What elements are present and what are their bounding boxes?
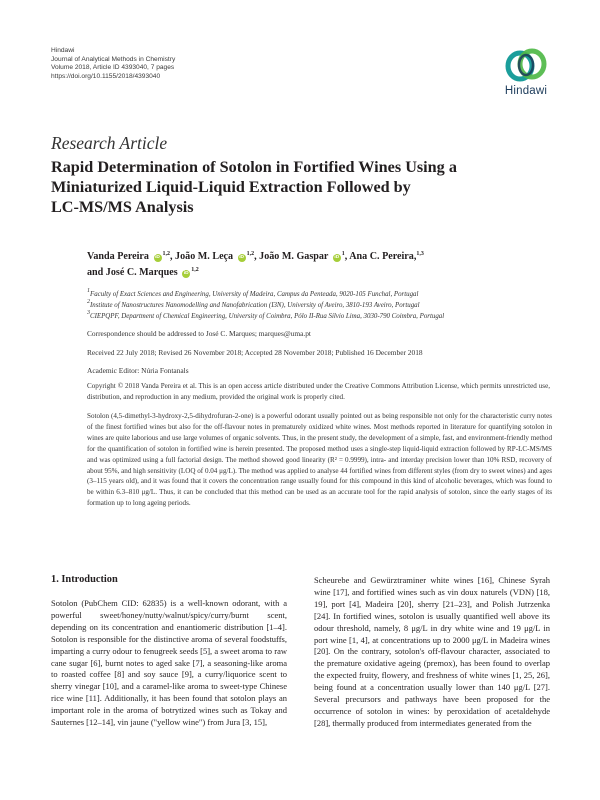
publisher-name: Hindawi <box>51 47 75 54</box>
hindawi-logo <box>497 44 555 97</box>
author: and José C. Marques iD$^{1,2}$ <box>87 266 199 278</box>
affiliation: $^2$Institute of Nanostructures Nanomodelling and Nanofabrication (I3N), University of Aveiro, 3810-193 Aveiro, Portugal <box>87 298 420 309</box>
orcid-icon[interactable]: iD <box>334 255 340 260</box>
journal-name: Journal of Analytical Methods in Chemistry <box>51 55 176 63</box>
affiliation: $^3$CIEPQPF, Department of Chemical Engineering, University of Coimbra, Pólo II-Rua Sílvio Lima, 3030-790 Coimbra, Portugal <box>87 309 445 320</box>
dates: Received 22 July 2018; Revised 26 November 2018; Accepted 28 November 2018; Published 16 December 2018 <box>87 348 423 357</box>
affiliation: $^1$Faculty of Exact Sciences and Engineering, University of Madeira, Campus da Penteada, 9020-105 Funchal, Portugal <box>87 288 419 298</box>
title-line: Miniaturized Liquid-Liquid Extraction Followed by <box>51 178 411 196</box>
article-type: Research Article <box>51 133 168 153</box>
intro-right-column: Scheurebe and Gewürztraminer white wines [16], Chinese Syrah wine [17], and fortified wines such as vin doux naturels (VDN) [18, 19], port [4], Madeira [20], sherry [21–23], and Polish Jutrzenka [24]. In fortified wines, sotolon is usually quantified well above its odour threshold, namely, 8 μg/L in dry white wine and 19 μg/L in port wine [1, 4], at concentrations up to 2000 μg/L in Madeira wines [20]. On the contrary, sotolon's off-flavour character, associated to the premature oxidative ageing (premox), has been found to overlap the expected fruity, flowery, and freshness of white wines [1, 25, 26], being found at a concentration usually lower than 140 μg/L [27]. Several precursors and pathways have been proposed for the occurrence of sotolon in wines: by peroxidation of acetaldehyde [28], thermally produced from intermediates generated from the <box>314 575 550 728</box>
affiliations <box>87 290 444 323</box>
author-list: Vanda Pereira iD$^{1,2}$, João M. Leça iD$^{1,2}$, João M. Gaspar $iD^1$, Ana C. Pereira,$^{1,3}$ and José C. Marques iD$^{1,2}$ <box>87 251 424 278</box>
title-line: LC-MS/MS Analysis <box>51 198 194 216</box>
section-heading: 1. Introduction <box>51 574 118 585</box>
author: João M. Gaspar $iD^1$ <box>259 251 345 262</box>
doi-link[interactable]: https://doi.org/10.1155/2018/4393040 <box>51 72 161 80</box>
logo-text: Hindawi <box>504 85 548 97</box>
title-line: Rapid Determination of Sotolon in Fortified Wines Using a <box>51 158 457 176</box>
author: Ana C. Pereira,$^{1,3}$ <box>349 251 424 262</box>
author: João M. Leça iD$^{1,2}$ <box>175 251 255 262</box>
orcid-icon[interactable]: iD <box>239 255 245 260</box>
orcid-icon[interactable]: iD <box>155 255 160 260</box>
copyright: Copyright © 2018 Vanda Pereira et al. This is an open access article distributed under the Creative Commons Attribution License, which permits unrestricted use, distribution, and reproduction in any medium, provided the original work is properly cited. <box>87 382 550 401</box>
journal-info <box>51 47 175 81</box>
abstract: Sotolon (4,5-dimethyl-3-hydroxy-2,5-dihydrofuran-2-one) is a powerful odorant usually pointed out as being responsible not only for the characteristic curry notes of the finest fortified wines but also for the off-flavour notes in prematurely oxidized white wines. Most methods reported in literature for quantifying sotolon in wines are quite laborious and use large volumes of organic solvents. Thus, in the present study, the development of a simple, fast, and environment-friendly method for the quantification of sotolon in fortified wine is herein presented. The proposed method uses a single-step liquid-liquid extraction followed by RP-LC-MS/MS and was optimized using a full factorial design. The method showed good linearity (R² = 0.9999), intra- and interday precision lower than 10% RSD, recovery of about 95%, and high sensitivity (LOQ of 0.04 μg/L). The method was applied to analyse 44 fortified wines from different styles (from dry to sweet wines) and ages (3–115 years old), and it was found that it covers the concentration range usually found for this compound in this kind of alcoholic beverages, which was found to be within 6.3–810 μg/L. Thus, it can be concluded that this method can be used as an accurate tool for the rapid analysis of sotolon, since the early stages of its formation up to long ageing periods. <box>87 412 552 508</box>
author: Vanda Pereira iD$^{1,2}$ <box>87 251 170 262</box>
volume-line: Volume 2018, Article ID 4393040, 7 pages <box>51 64 175 72</box>
article-title <box>51 157 551 217</box>
orcid-icon[interactable]: iD <box>183 270 189 276</box>
academic-editor: Academic Editor: Núria Fontanals <box>87 366 189 375</box>
hindawi-logo-icon <box>503 44 549 84</box>
correspondence: Correspondence should be addressed to José C. Marques; marques@uma.pt <box>87 329 311 338</box>
intro-left-column: Sotolon (PubChem CID: 62835) is a well-known odorant, with a powerful sweet/honey/nutty/walnut/spicy/curry/burnt scent, depending on its concentration and enantiomeric distribution [1–4]. Sotolon is responsible for the distinctive aroma of several foodstuffs, imparting a curry odour to fenugreek seeds [5], a sweet aroma to raw cane sugar [6], burnt notes to aged sake [7], a seasoning-like aroma to roasted coffee [8] and soy sauce [9], a curry/liquorice scent to sherry vinegar [10], and a caramel-like aroma to sweet-type Chinese rice wine [11]. Additionally, it has been found that sotolon plays an important role in the aroma of botrytized wines such as Tokay and Sauternes [12–14], vin jaune ("yellow wine") from Jura [3, 15], <box>51 598 287 728</box>
